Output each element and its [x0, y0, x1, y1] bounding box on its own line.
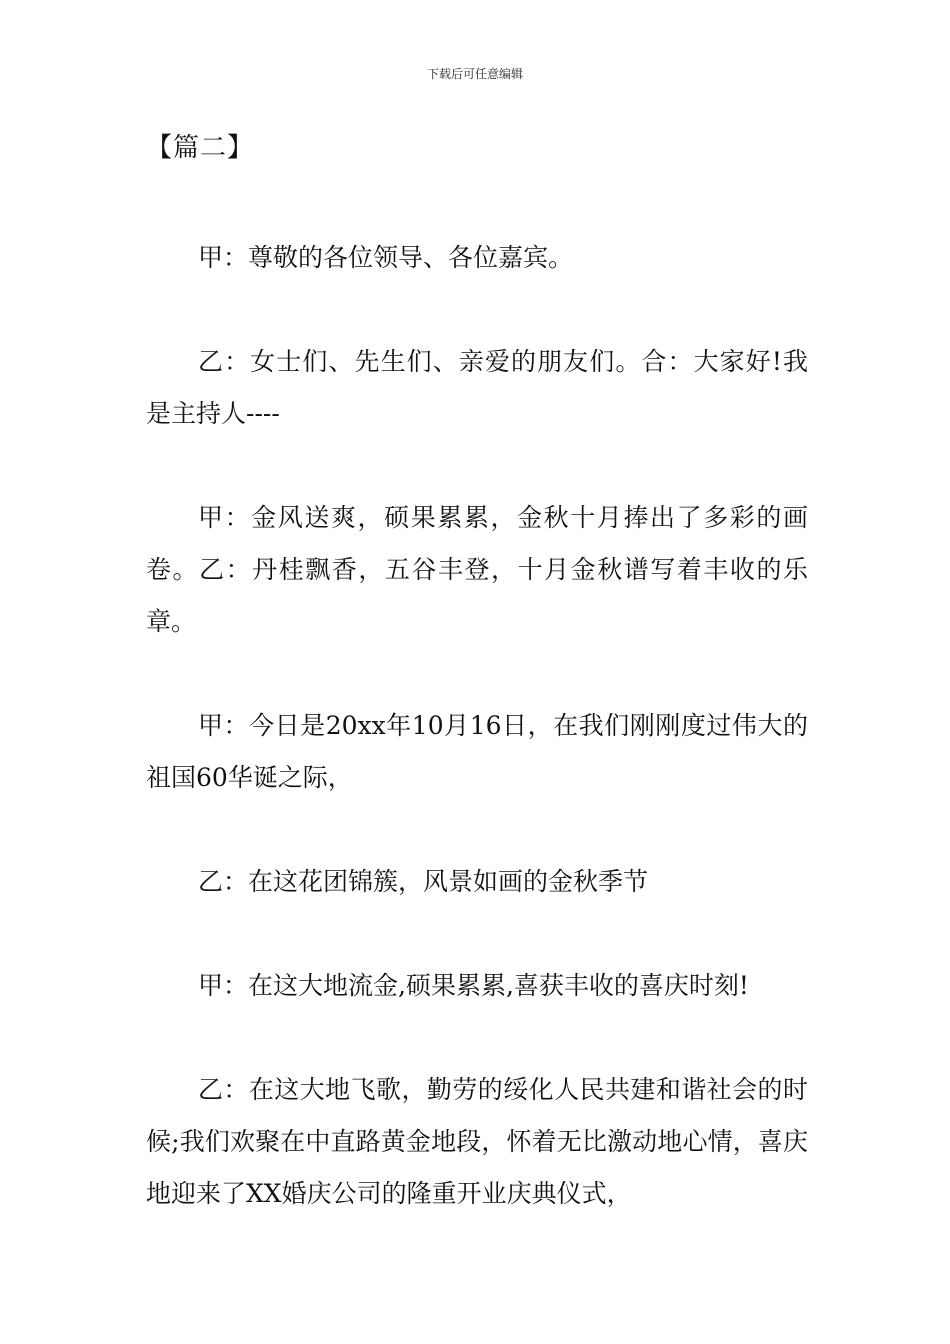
paragraph-1: 甲：尊敬的各位领导、各位嘉宾。: [198, 243, 574, 272]
document-body: [146, 128, 808, 1272]
paragraph-4: 甲：今日是20xx年10月16日，在我们刚刚度过伟大的祖国60华诞之际，: [146, 711, 808, 792]
paragraph-3: 甲：金风送爽，硕果累累，金秋十月捧出了多彩的画卷。乙：丹桂飘香，五谷丰登，十月金秋谱写着丰收的乐章。: [146, 503, 808, 636]
section-title: 【篇二】: [146, 133, 255, 163]
page-header-note: 下载后可任意编辑: [426, 67, 523, 81]
paragraph-5: 乙：在这花团锦簇，风景如画的金秋季节: [198, 867, 649, 896]
paragraph-7: 乙：在这大地飞歌，勤劳的绥化人民共建和谐社会的时候;我们欢聚在中直路黄金地段，怀着无比激动地心情，喜庆地迎来了XX婚庆公司的隆重开业庆典仪式，: [146, 1075, 808, 1208]
paragraph-6: 甲：在这大地流金,硕果累累,喜获丰收的喜庆时刻!: [198, 971, 749, 1000]
paragraph-2: 乙：女士们、先生们、亲爱的朋友们。合：大家好!我是主持人----: [146, 347, 808, 428]
